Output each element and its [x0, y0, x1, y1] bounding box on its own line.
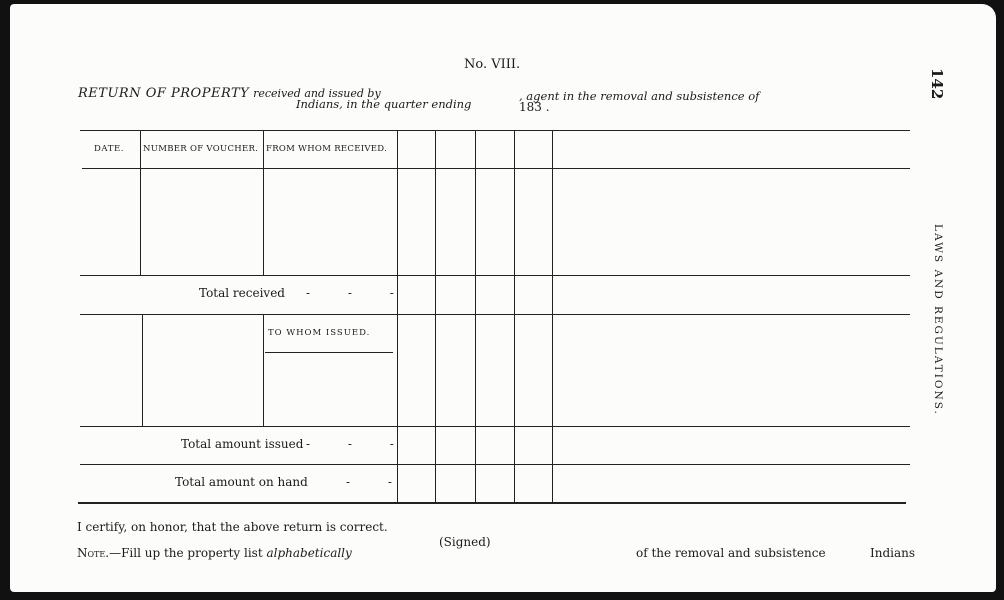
running-head: LAWS AND REGULATIONS.	[932, 224, 944, 416]
qty-col-2	[435, 130, 436, 502]
voucher-to-left-divider	[142, 314, 143, 426]
total-on-hand-label: Total amount on hand	[175, 475, 308, 489]
issued-rows-bottom-rule	[80, 426, 910, 427]
dash: -	[347, 437, 352, 451]
note-italic: alphabetically	[266, 546, 352, 560]
total-received-dots	[306, 286, 394, 300]
removal-text: of the removal and subsistence	[636, 546, 826, 560]
received-rows-bottom-rule	[80, 275, 910, 276]
dash: -	[387, 475, 392, 489]
form-title-rest: received and issued by	[253, 87, 381, 100]
date-voucher-divider	[140, 130, 141, 275]
qty-col-5	[552, 130, 553, 502]
col-from-header: FROM WHOM RECEIVED.	[266, 144, 388, 154]
col-date-header: DATE.	[94, 144, 125, 154]
note-line	[77, 546, 352, 560]
document-number: No. VIII.	[464, 57, 521, 72]
header-bottom-rule	[82, 168, 910, 169]
total-on-hand-dots	[346, 475, 392, 489]
total-received-label: Total received	[199, 286, 285, 300]
qty-col-3	[475, 130, 476, 502]
total-issued-dots	[306, 437, 394, 451]
page-number: 142	[928, 68, 946, 100]
note-text: —Fill up the property list	[109, 546, 267, 560]
table-bottom-rule	[78, 502, 906, 504]
signed-label: (Signed)	[439, 535, 491, 549]
total-issued-bottom-rule	[80, 464, 910, 465]
col-to-header: TO WHOM ISSUED.	[268, 328, 371, 338]
dash: -	[347, 286, 352, 300]
col-voucher-header: NUMBER OF VOUCHER.	[143, 144, 259, 154]
qty-col-4	[514, 130, 515, 502]
to-whom-underline	[265, 352, 393, 353]
voucher-from-divider	[263, 130, 264, 275]
dash: -	[306, 437, 311, 451]
agent-text: , agent in the removal and subsistence of	[519, 89, 760, 103]
dash: -	[306, 286, 311, 300]
voucher-to-divider	[263, 314, 264, 426]
note-label: Note.	[77, 546, 110, 560]
table-top-rule	[80, 130, 910, 131]
form-title-main: RETURN OF PROPERTY	[78, 86, 250, 101]
dash: -	[389, 286, 394, 300]
certify-statement: I certify, on honor, that the above return is correct.	[77, 520, 388, 534]
total-issued-label: Total amount issued	[181, 437, 304, 451]
total-received-bottom-rule	[80, 314, 910, 315]
qty-col-1	[397, 130, 398, 502]
dash: -	[389, 437, 394, 451]
indians-quarter-text: Indians, in the quarter ending	[296, 97, 472, 111]
indians-footer-text: Indians	[870, 546, 916, 560]
year-text: 183 .	[519, 100, 550, 114]
dash: -	[346, 475, 351, 489]
